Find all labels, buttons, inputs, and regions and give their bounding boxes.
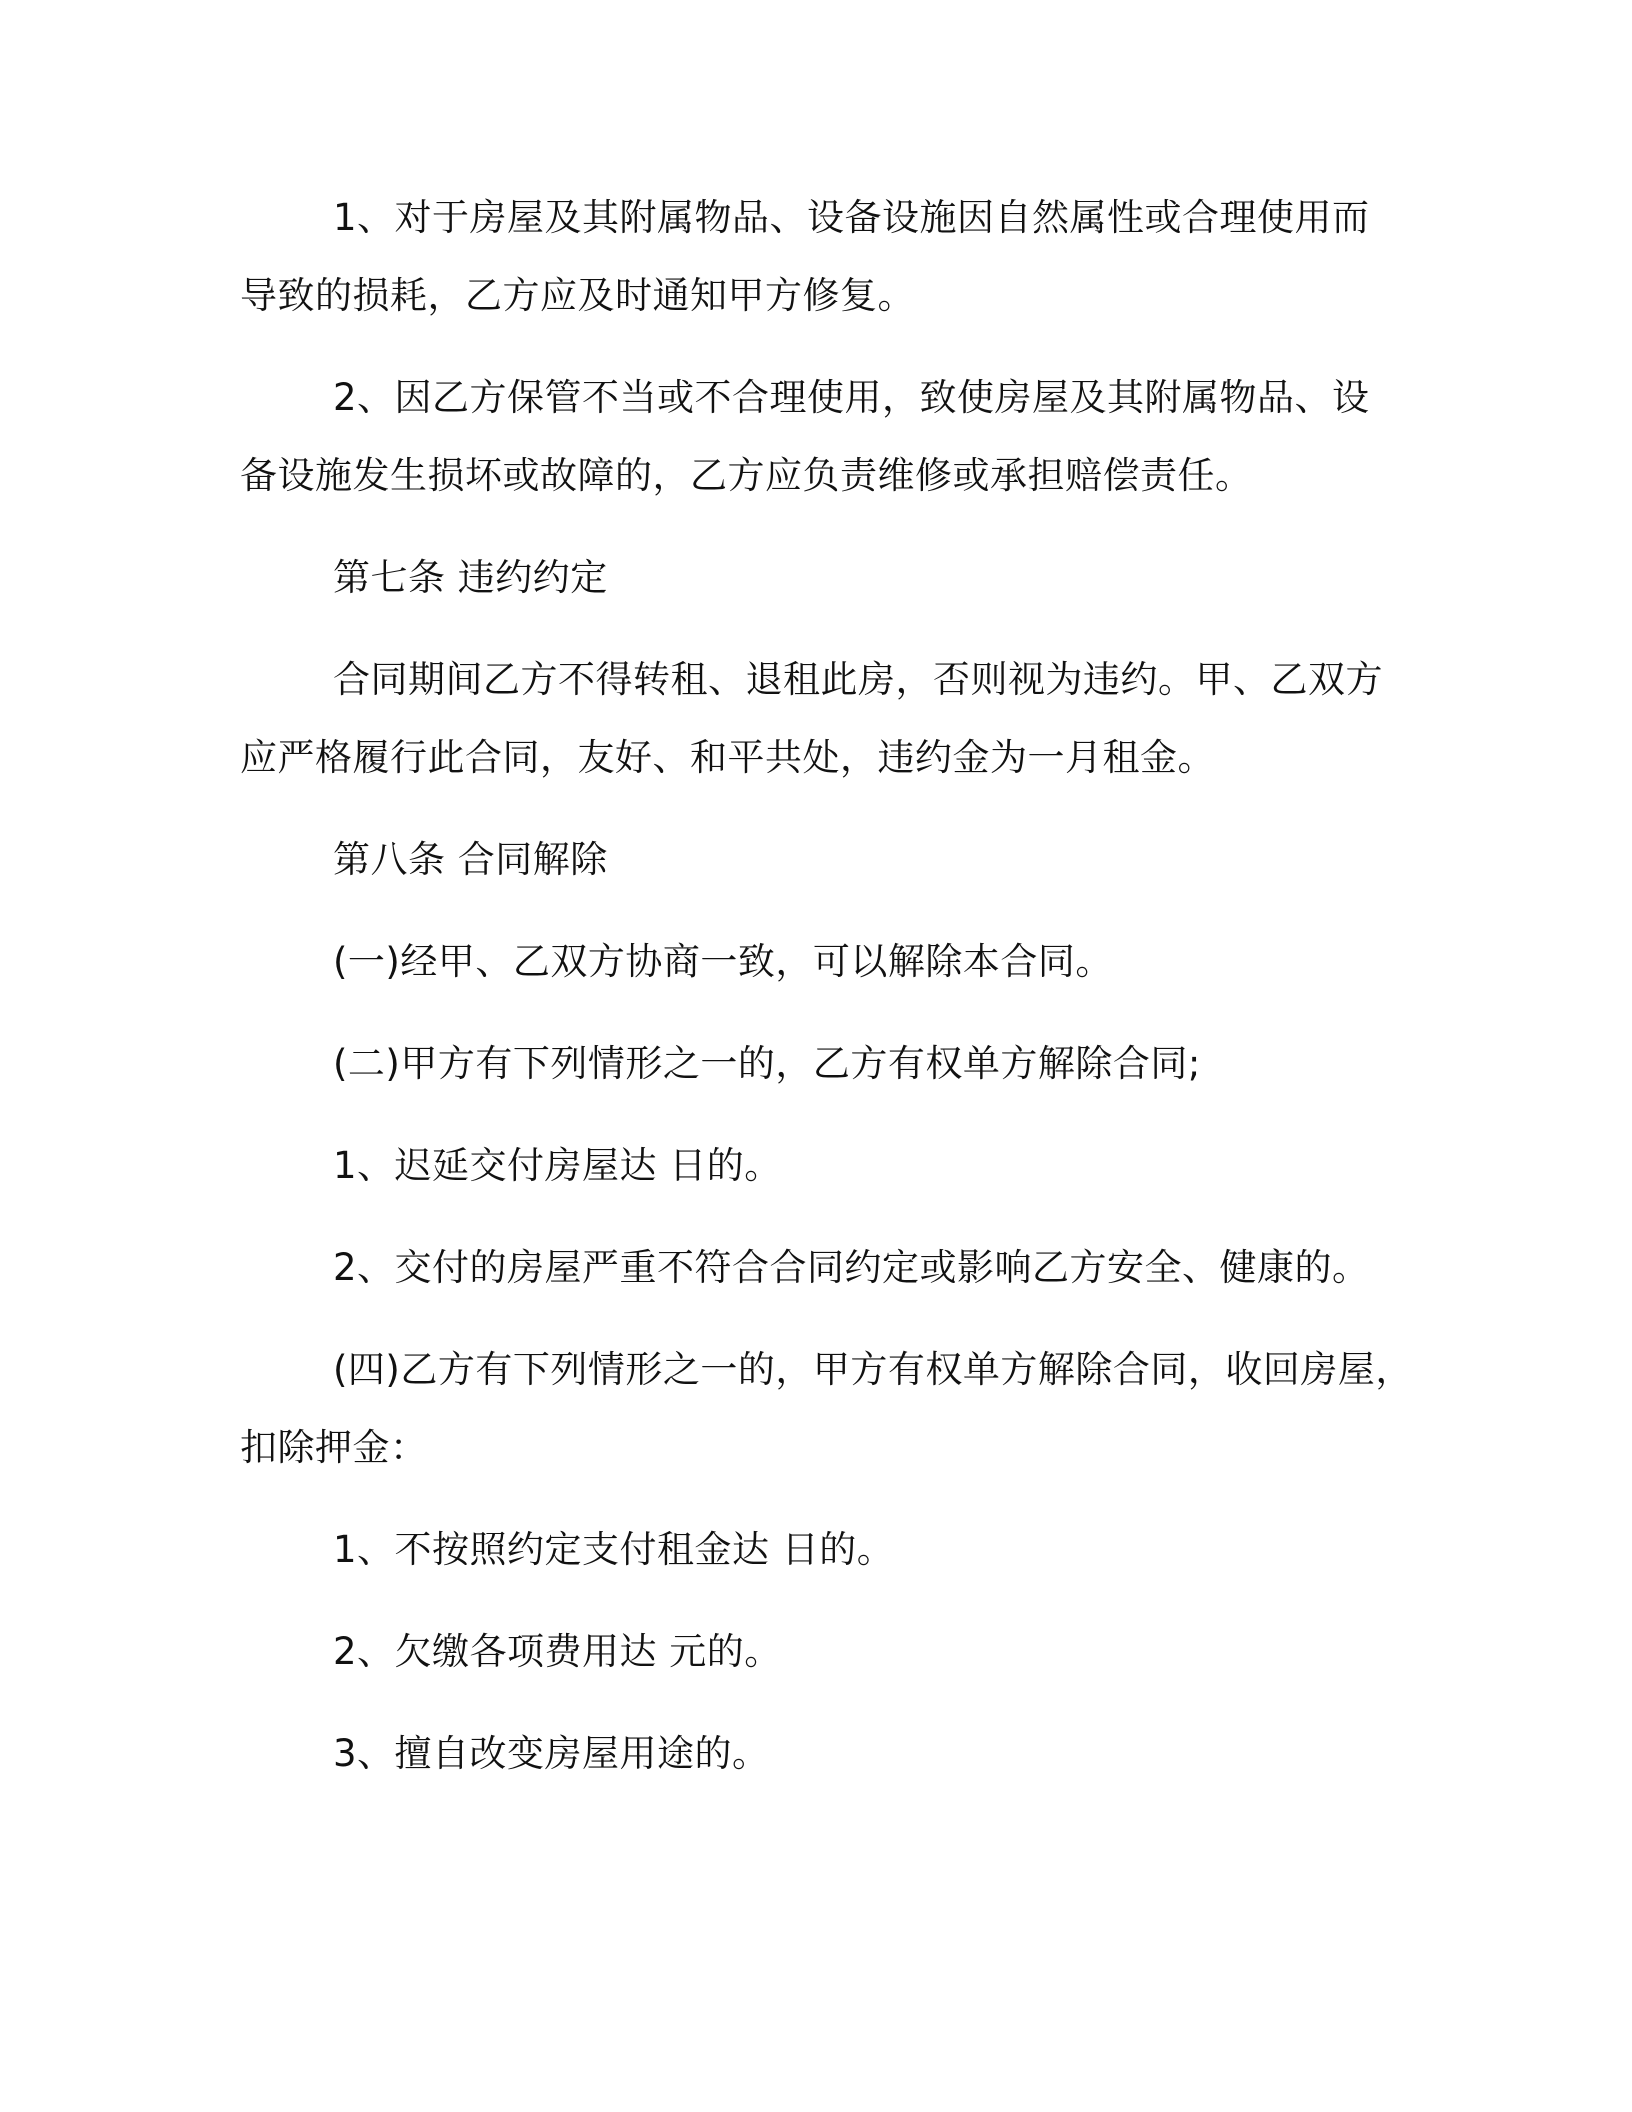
- clause-7-body-line-1: 合同期间乙方不得转租、退租此房，否则视为违约。甲、乙双方: [333, 658, 1383, 701]
- clause-6-item-1-line-1: 1、对于房屋及其附属物品、设备设施因自然属性或合理使用而: [333, 196, 1370, 239]
- clause-7-body-line-2: 应严格履行此合同，友好、和平共处，违约金为一月租金。: [240, 736, 1215, 779]
- clause-6-item-2-line-1: 2、因乙方保管不当或不合理使用，致使房屋及其附属物品、设: [333, 376, 1370, 419]
- clause-8-item-a: (一)经甲、乙双方协商一致，可以解除本合同。: [333, 940, 1113, 983]
- clause-8-item-d-line-2: 扣除押金：: [240, 1426, 428, 1469]
- clause-8-item-d-1: 1、不按照约定支付租金达 日的。: [333, 1528, 895, 1571]
- clause-8-item-d-2: 2、欠缴各项费用达 元的。: [333, 1630, 782, 1673]
- clause-6-item-1-line-2: 导致的损耗，乙方应及时通知甲方修复。: [240, 274, 915, 317]
- clause-6-item-2-line-2: 备设施发生损坏或故障的，乙方应负责维修或承担赔偿责任。: [240, 454, 1253, 497]
- clause-8-heading: 第八条 合同解除: [333, 838, 608, 881]
- clause-8-item-d-line-1: (四)乙方有下列情形之一的，甲方有权单方解除合同，收回房屋，: [333, 1348, 1413, 1391]
- clause-8-item-b: (二)甲方有下列情形之一的，乙方有权单方解除合同;: [333, 1042, 1201, 1085]
- clause-7-heading: 第七条 违约约定: [333, 556, 608, 599]
- clause-8-item-b-2: 2、交付的房屋严重不符合合同约定或影响乙方安全、健康的。: [333, 1246, 1370, 1289]
- clause-8-item-d-3: 3、擅自改变房屋用途的。: [333, 1732, 770, 1775]
- clause-8-item-b-1: 1、迟延交付房屋达 日的。: [333, 1144, 782, 1187]
